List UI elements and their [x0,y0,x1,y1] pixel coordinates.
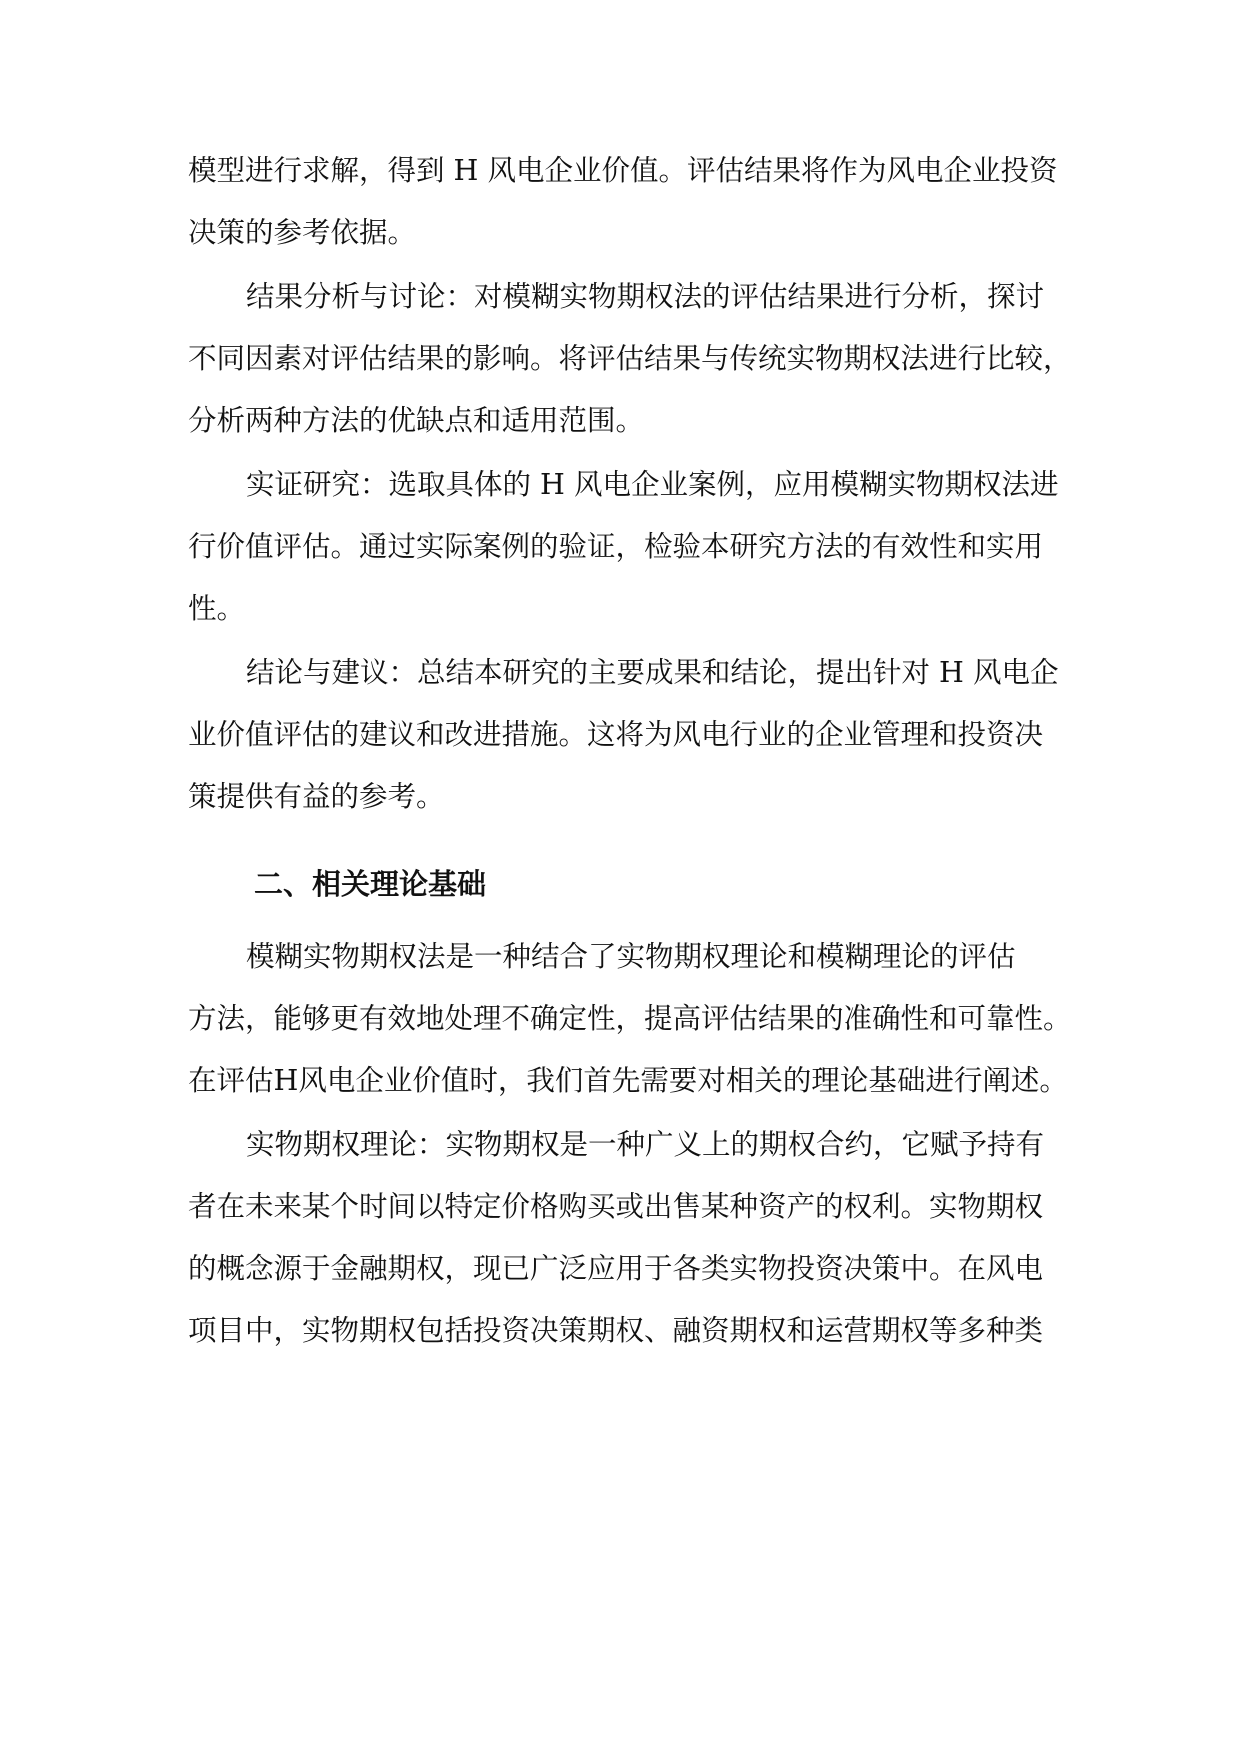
paragraph-model-solution [188,140,1056,264]
text-line: 实证研究：选取具体的 H 风电企业案例，应用模糊实物期权法进 [246,468,1059,501]
document-body [188,140,1072,1364]
text-line: 实物期权理论：实物期权是一种广义上的期权合约，它赋予持有 [246,1128,1045,1161]
paragraph-empirical-study [188,454,1059,640]
text-line: 性。 [188,592,246,625]
text-line: 行价值评估。通过实际案例的验证，检验本研究方法的有效性和实用 [188,530,1044,563]
section-heading: 二、相关理论基础 [254,867,487,901]
paragraph-conclusion [188,642,1059,828]
text-line: 分析两种方法的优缺点和适用范围。 [188,404,645,437]
text-line: 项目中，实物期权包括投资决策期权、融资期权和运营期权等多种类 [188,1314,1044,1347]
text-line: 者在未来某个时间以特定价格购买或出售某种资产的权利。实物期权 [188,1190,1044,1223]
paragraph-result-analysis [188,266,1072,452]
text-line: 模糊实物期权法是一种结合了实物期权理论和模糊理论的评估 [246,940,1016,973]
text-line: 结果分析与讨论：对模糊实物期权法的评估结果进行分析，探讨 [246,280,1045,313]
text-line: 的概念源于金融期权，现已广泛应用于各类实物投资决策中。在风电 [188,1252,1044,1285]
text-line: 业价值评估的建议和改进措施。这将为风电行业的企业管理和投资决 [188,718,1044,751]
paragraph-fuzzy-real-option-intro [188,926,1072,1112]
text-line: 模型进行求解，得到 H 风电企业价值。评估结果将作为风电企业投资 [188,154,1058,187]
text-line: 结论与建议：总结本研究的主要成果和结论，提出针对 H 风电企 [246,656,1059,689]
text-line: 决策的参考依据。 [188,216,417,249]
paragraph-real-option-theory [188,1114,1056,1362]
text-line: 方法，能够更有效地处理不确定性，提高评估结果的准确性和可靠性。 [188,1002,1072,1035]
text-line: 在评估H风电企业价值时，我们首先需要对相关的理论基础进行阐述。 [188,1064,1068,1097]
text-line: 策提供有益的参考。 [188,780,445,813]
text-line: 不同因素对评估结果的影响。将评估结果与传统实物期权法进行比较， [188,342,1072,375]
